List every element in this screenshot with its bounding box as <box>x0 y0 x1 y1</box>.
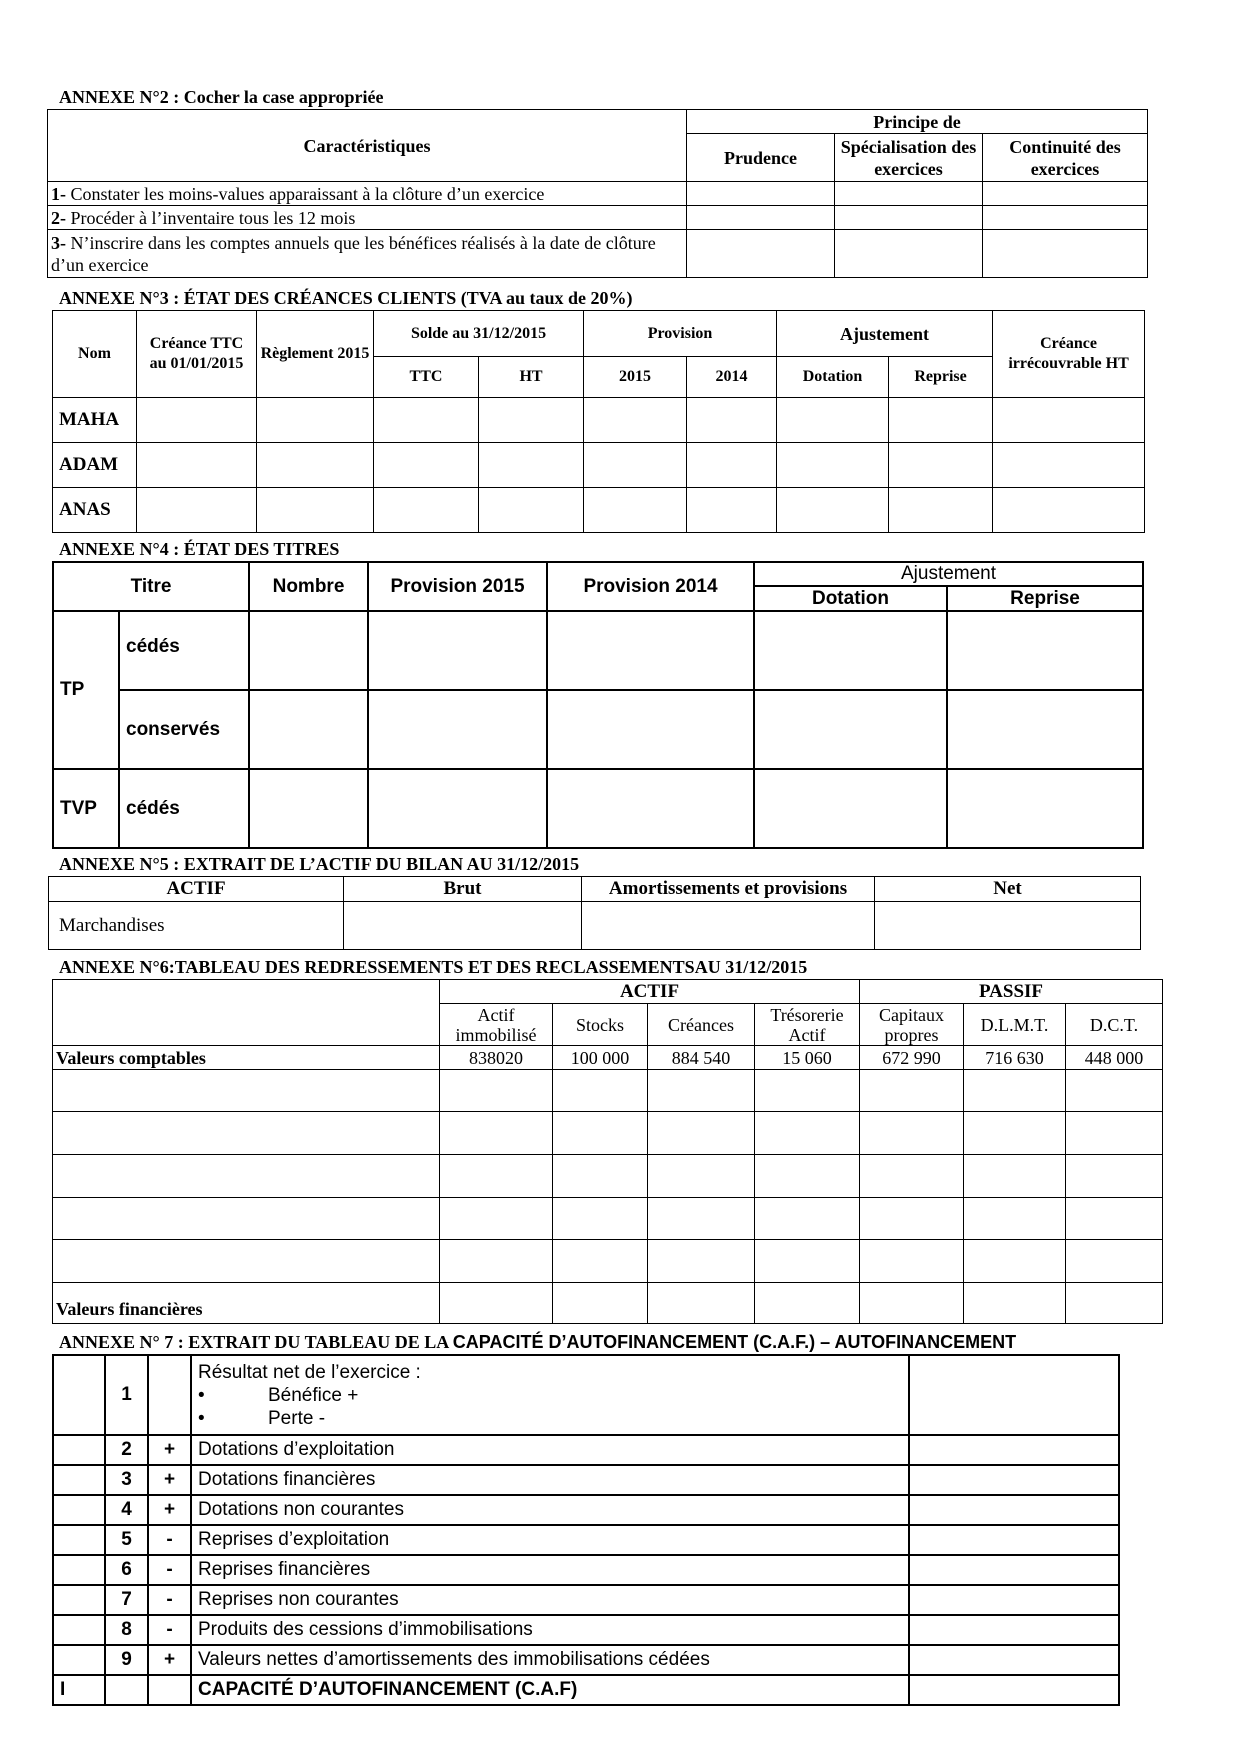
table-row <box>48 206 1148 230</box>
checkbox-cell[interactable] <box>835 230 983 278</box>
header-reprise: Reprise <box>947 586 1143 611</box>
header-prudence: Prudence <box>687 134 835 182</box>
row-text: 1- Constater les moins-values apparaissant à la clôture d’un exercice <box>48 182 687 206</box>
input-cell[interactable] <box>648 1155 755 1198</box>
header-ht: HT <box>479 357 584 398</box>
input-cell[interactable] <box>755 1198 860 1240</box>
input-cell[interactable] <box>889 398 993 443</box>
input-cell[interactable] <box>909 1525 1119 1555</box>
header-principe: Principe de <box>687 110 1148 134</box>
table-row <box>53 1155 1163 1198</box>
input-cell[interactable] <box>368 611 547 690</box>
annexe2-table <box>47 109 1148 278</box>
row-number: 6 <box>105 1555 148 1585</box>
table-row <box>53 488 1145 533</box>
value-cell: 838020 <box>440 1046 553 1070</box>
input-cell[interactable] <box>553 1112 648 1155</box>
input-cell[interactable] <box>754 611 947 690</box>
sign-cell: - <box>148 1615 191 1645</box>
input-cell[interactable] <box>584 398 687 443</box>
blank-cell <box>53 1355 105 1435</box>
annexe2-title: ANNEXE N°2 : Cocher la case appropriée <box>59 87 384 107</box>
value-cell: 100 000 <box>553 1046 648 1070</box>
header-irrecouvrable: Créance irrécouvrable HT <box>993 311 1145 398</box>
header-actif: ACTIF <box>440 980 860 1004</box>
input-cell[interactable] <box>1066 1112 1163 1155</box>
sign-cell: + <box>148 1465 191 1495</box>
input-cell[interactable] <box>1066 1283 1163 1324</box>
table-row <box>53 1465 1119 1495</box>
header-provision: Provision <box>584 311 777 357</box>
value-cell: 672 990 <box>860 1046 964 1070</box>
value-cell: 448 000 <box>1066 1046 1163 1070</box>
input-cell[interactable] <box>440 1155 553 1198</box>
tvp-label: TVP <box>53 769 119 848</box>
header-caracteristiques: Caractéristiques <box>48 110 687 182</box>
input-cell[interactable] <box>777 398 889 443</box>
input-cell[interactable] <box>553 1240 648 1283</box>
input-cell[interactable] <box>547 611 754 690</box>
input-cell[interactable] <box>368 769 547 848</box>
cedes-label: cédés <box>119 611 249 690</box>
table-row <box>53 1112 1163 1155</box>
input-cell[interactable] <box>909 1645 1119 1675</box>
input-cell[interactable] <box>993 488 1145 533</box>
header-solde: Solde au 31/12/2015 <box>374 311 584 357</box>
header-creance-ttc: Créance TTC au 01/01/2015 <box>137 311 257 398</box>
input-cell[interactable] <box>964 1283 1066 1324</box>
resultat-cell: Résultat net de l’exercice : • Bénéfice + • Perte - <box>191 1355 909 1435</box>
table-row <box>53 1240 1163 1283</box>
valeurs-comptables-label: Valeurs comptables <box>53 1046 440 1070</box>
input-cell[interactable] <box>860 1283 964 1324</box>
input-cell[interactable] <box>947 690 1143 769</box>
sign-cell: - <box>148 1555 191 1585</box>
table-row <box>53 1046 1163 1070</box>
sign-cell: - <box>148 1585 191 1615</box>
input-cell[interactable] <box>909 1495 1119 1525</box>
header-2015: 2015 <box>584 357 687 398</box>
annexe3-title: ANNEXE N°3 : ÉTAT DES CRÉANCES CLIENTS (TVA au taux de 20%) <box>59 288 633 308</box>
input-cell[interactable] <box>344 902 582 950</box>
input-cell[interactable] <box>137 443 257 488</box>
input-cell[interactable] <box>964 1155 1066 1198</box>
header-passif: PASSIF <box>860 980 1163 1004</box>
input-cell[interactable] <box>1066 1070 1163 1112</box>
table-row <box>53 769 1143 848</box>
input-cell[interactable] <box>909 1555 1119 1585</box>
table-row <box>53 1675 1119 1705</box>
input-cell[interactable] <box>755 1070 860 1112</box>
table-row <box>53 1070 1163 1112</box>
checkbox-cell[interactable] <box>835 206 983 230</box>
checkbox-cell[interactable] <box>983 206 1148 230</box>
annexe5-table <box>48 876 1141 950</box>
row-text: 3- N’inscrire dans les comptes annuels que les bénéfices réalisés à la date de clôture d’un exercice <box>48 230 687 278</box>
header-ttc: TTC <box>374 357 479 398</box>
input-cell[interactable] <box>947 611 1143 690</box>
bullet-icon: • <box>198 1407 205 1429</box>
sign-cell <box>148 1355 191 1435</box>
blank-cell <box>148 1675 191 1705</box>
client-name: ANAS <box>53 488 137 533</box>
input-cell[interactable] <box>553 1198 648 1240</box>
table-row <box>53 1435 1119 1465</box>
input-cell[interactable] <box>249 690 368 769</box>
row-label: Dotations financières <box>191 1465 909 1495</box>
input-cell[interactable] <box>257 488 374 533</box>
header-brut: Brut <box>344 877 582 902</box>
annexe6-table <box>52 979 1163 1324</box>
input-cell[interactable] <box>53 1070 440 1112</box>
table-row <box>53 1525 1119 1555</box>
header-reglement: Règlement 2015 <box>257 311 374 398</box>
header-amortissements: Amortissements et provisions <box>582 877 875 902</box>
input-cell[interactable] <box>547 690 754 769</box>
input-cell[interactable] <box>964 1240 1066 1283</box>
input-cell[interactable] <box>947 769 1143 848</box>
input-cell[interactable] <box>909 1585 1119 1615</box>
header-creances: Créances <box>648 1004 755 1046</box>
input-cell[interactable] <box>1066 1240 1163 1283</box>
input-cell[interactable] <box>777 443 889 488</box>
row-label: Reprises non courantes <box>191 1585 909 1615</box>
checkbox-cell[interactable] <box>687 182 835 206</box>
input-cell[interactable] <box>964 1198 1066 1240</box>
input-cell[interactable] <box>440 1070 553 1112</box>
checkbox-cell[interactable] <box>983 230 1148 278</box>
table-row <box>53 1645 1119 1675</box>
table-row <box>53 1495 1119 1525</box>
input-cell[interactable] <box>440 1112 553 1155</box>
annexe3-table <box>52 310 1145 533</box>
header-blank <box>53 980 440 1046</box>
row-text: 2- Procéder à l’inventaire tous les 12 mois <box>48 206 687 230</box>
input-cell[interactable] <box>755 1155 860 1198</box>
header-nom: Nom <box>53 311 137 398</box>
table-row <box>53 1555 1119 1585</box>
checkbox-cell[interactable] <box>687 206 835 230</box>
row-label: Dotations d’exploitation <box>191 1435 909 1465</box>
input-cell[interactable] <box>860 1155 964 1198</box>
blank-cell <box>53 1615 105 1645</box>
input-cell[interactable] <box>860 1240 964 1283</box>
input-cell[interactable] <box>755 1283 860 1324</box>
value-cell: 716 630 <box>964 1046 1066 1070</box>
input-cell[interactable] <box>553 1283 648 1324</box>
value-cell: 884 540 <box>648 1046 755 1070</box>
input-cell[interactable] <box>648 1283 755 1324</box>
header-ajustement: Ajustement <box>754 562 1143 586</box>
input-cell[interactable] <box>889 443 993 488</box>
input-cell[interactable] <box>547 769 754 848</box>
header-dlmt: D.L.M.T. <box>964 1004 1066 1046</box>
blank-cell <box>105 1675 148 1705</box>
input-cell[interactable] <box>249 769 368 848</box>
input-cell[interactable] <box>479 488 584 533</box>
header-2014: 2014 <box>687 357 777 398</box>
annexe4-title: ANNEXE N°4 : ÉTAT DES TITRES <box>59 539 340 559</box>
tp-label: TP <box>53 611 119 769</box>
input-cell[interactable] <box>754 690 947 769</box>
header-titre: Titre <box>53 562 249 611</box>
input-cell[interactable] <box>755 1240 860 1283</box>
annexe7-title: ANNEXE N° 7 : EXTRAIT DU TABLEAU DE LA CAPACITÉ D’AUTOFINANCEMENT (C.A.F.) – AUTOFINANCEMENT <box>59 1332 1017 1352</box>
table-row <box>53 1615 1119 1645</box>
caf-label: CAPACITÉ D’AUTOFINANCEMENT (C.A.F) <box>191 1675 909 1705</box>
blank-cell <box>53 1465 105 1495</box>
header-continuite: Continuité des exercices <box>983 134 1148 182</box>
header-provision-2015: Provision 2015 <box>368 562 547 611</box>
input-cell[interactable] <box>479 398 584 443</box>
valeurs-financieres-label: Valeurs financières <box>53 1283 440 1324</box>
header-nombre: Nombre <box>249 562 368 611</box>
table-row <box>53 1355 1119 1435</box>
table-row <box>49 902 1141 950</box>
sign-cell: + <box>148 1435 191 1465</box>
blank-cell <box>53 1435 105 1465</box>
input-cell[interactable] <box>754 769 947 848</box>
input-cell[interactable] <box>687 488 777 533</box>
header-capitaux: Capitaux propres <box>860 1004 964 1046</box>
header-dotation: Dotation <box>754 586 947 611</box>
input-cell[interactable] <box>553 1155 648 1198</box>
checkbox-cell[interactable] <box>835 182 983 206</box>
header-net: Net <box>875 877 1141 902</box>
input-cell[interactable] <box>860 1112 964 1155</box>
checkbox-cell[interactable] <box>687 230 835 278</box>
input-cell[interactable] <box>440 1198 553 1240</box>
input-cell[interactable] <box>479 443 584 488</box>
client-name: ADAM <box>53 443 137 488</box>
input-cell[interactable] <box>687 398 777 443</box>
input-cell[interactable] <box>875 902 1141 950</box>
row-number: 8 <box>105 1615 148 1645</box>
input-cell[interactable] <box>648 1240 755 1283</box>
table-row <box>53 1585 1119 1615</box>
row-number: 5 <box>105 1525 148 1555</box>
input-cell[interactable] <box>368 690 547 769</box>
conserves-label: conservés <box>119 690 249 769</box>
input-cell[interactable] <box>687 443 777 488</box>
header-ajustement: Ajustement <box>777 311 993 357</box>
row-label: Reprises d’exploitation <box>191 1525 909 1555</box>
blank-cell <box>53 1585 105 1615</box>
row-label: Valeurs nettes d’amortissements des immobilisations cédées <box>191 1645 909 1675</box>
bullet-icon: • <box>198 1384 205 1406</box>
input-cell[interactable] <box>909 1435 1119 1465</box>
input-cell[interactable] <box>648 1112 755 1155</box>
marchandises-label: Marchandises <box>49 902 344 950</box>
input-cell[interactable] <box>374 398 479 443</box>
value-cell: 15 060 <box>755 1046 860 1070</box>
header-dotation: Dotation <box>777 357 889 398</box>
caf-number: I <box>53 1675 105 1705</box>
row-label: Dotations non courantes <box>191 1495 909 1525</box>
input-cell[interactable] <box>648 1070 755 1112</box>
input-cell[interactable] <box>53 1240 440 1283</box>
input-cell[interactable] <box>1066 1198 1163 1240</box>
header-provision-2014: Provision 2014 <box>547 562 754 611</box>
table-row <box>53 1283 1163 1324</box>
input-cell[interactable] <box>257 398 374 443</box>
input-cell[interactable] <box>964 1070 1066 1112</box>
table-row <box>53 398 1145 443</box>
blank-cell <box>53 1645 105 1675</box>
sign-cell: + <box>148 1645 191 1675</box>
client-name: MAHA <box>53 398 137 443</box>
header-actif-immobilise: Actif immobilisé <box>440 1004 553 1046</box>
annexe4-table <box>52 561 1144 849</box>
checkbox-cell[interactable] <box>983 182 1148 206</box>
input-cell[interactable] <box>53 1155 440 1198</box>
row-number: 4 <box>105 1495 148 1525</box>
row-number: 1 <box>105 1355 148 1435</box>
table-row <box>53 443 1145 488</box>
table-row <box>48 182 1148 206</box>
sign-cell: - <box>148 1525 191 1555</box>
input-cell[interactable] <box>964 1112 1066 1155</box>
annexe5-title: ANNEXE N°5 : EXTRAIT DE L’ACTIF DU BILAN AU 31/12/2015 <box>59 854 580 874</box>
input-cell[interactable] <box>257 443 374 488</box>
row-number: 9 <box>105 1645 148 1675</box>
row-number: 3 <box>105 1465 148 1495</box>
input-cell[interactable] <box>53 1198 440 1240</box>
input-cell[interactable] <box>860 1070 964 1112</box>
input-cell[interactable] <box>860 1198 964 1240</box>
input-cell[interactable] <box>53 1112 440 1155</box>
input-cell[interactable] <box>374 488 479 533</box>
blank-cell <box>53 1495 105 1525</box>
input-cell[interactable] <box>909 1675 1119 1705</box>
cedes-label: cédés <box>119 769 249 848</box>
table-row <box>53 690 1143 769</box>
annexe6-title: ANNEXE N°6:TABLEAU DES REDRESSEMENTS ET DES RECLASSEMENTSAU 31/12/2015 <box>59 957 808 977</box>
input-cell[interactable] <box>777 488 889 533</box>
table-row <box>53 611 1143 690</box>
input-cell[interactable] <box>993 398 1145 443</box>
row-label: Reprises financières <box>191 1555 909 1585</box>
blank-cell <box>53 1555 105 1585</box>
input-cell[interactable] <box>1066 1155 1163 1198</box>
sign-cell: + <box>148 1495 191 1525</box>
table-row <box>53 1198 1163 1240</box>
table-row <box>48 230 1148 278</box>
input-cell[interactable] <box>249 611 368 690</box>
blank-cell <box>53 1525 105 1555</box>
input-cell[interactable] <box>584 488 687 533</box>
header-dct: D.C.T. <box>1066 1004 1163 1046</box>
input-cell[interactable] <box>137 488 257 533</box>
input-cell[interactable] <box>648 1198 755 1240</box>
input-cell[interactable] <box>440 1240 553 1283</box>
input-cell[interactable] <box>584 443 687 488</box>
input-cell[interactable] <box>374 443 479 488</box>
header-specialisation: Spécialisation des exercices <box>835 134 983 182</box>
header-stocks: Stocks <box>553 1004 648 1046</box>
header-actif: ACTIF <box>49 877 344 902</box>
header-tresorerie: Trésorerie Actif <box>755 1004 860 1046</box>
input-cell[interactable] <box>553 1070 648 1112</box>
row-number: 7 <box>105 1585 148 1615</box>
row-number: 2 <box>105 1435 148 1465</box>
input-cell[interactable] <box>909 1465 1119 1495</box>
header-reprise: Reprise <box>889 357 993 398</box>
input-cell[interactable] <box>137 398 257 443</box>
input-cell[interactable] <box>440 1283 553 1324</box>
input-cell[interactable] <box>993 443 1145 488</box>
row-label: Produits des cessions d’immobilisations <box>191 1615 909 1645</box>
annexe7-table <box>52 1354 1120 1706</box>
input-cell[interactable] <box>889 488 993 533</box>
input-cell[interactable] <box>909 1615 1119 1645</box>
input-cell[interactable] <box>755 1112 860 1155</box>
input-cell[interactable] <box>909 1355 1119 1435</box>
input-cell[interactable] <box>582 902 875 950</box>
